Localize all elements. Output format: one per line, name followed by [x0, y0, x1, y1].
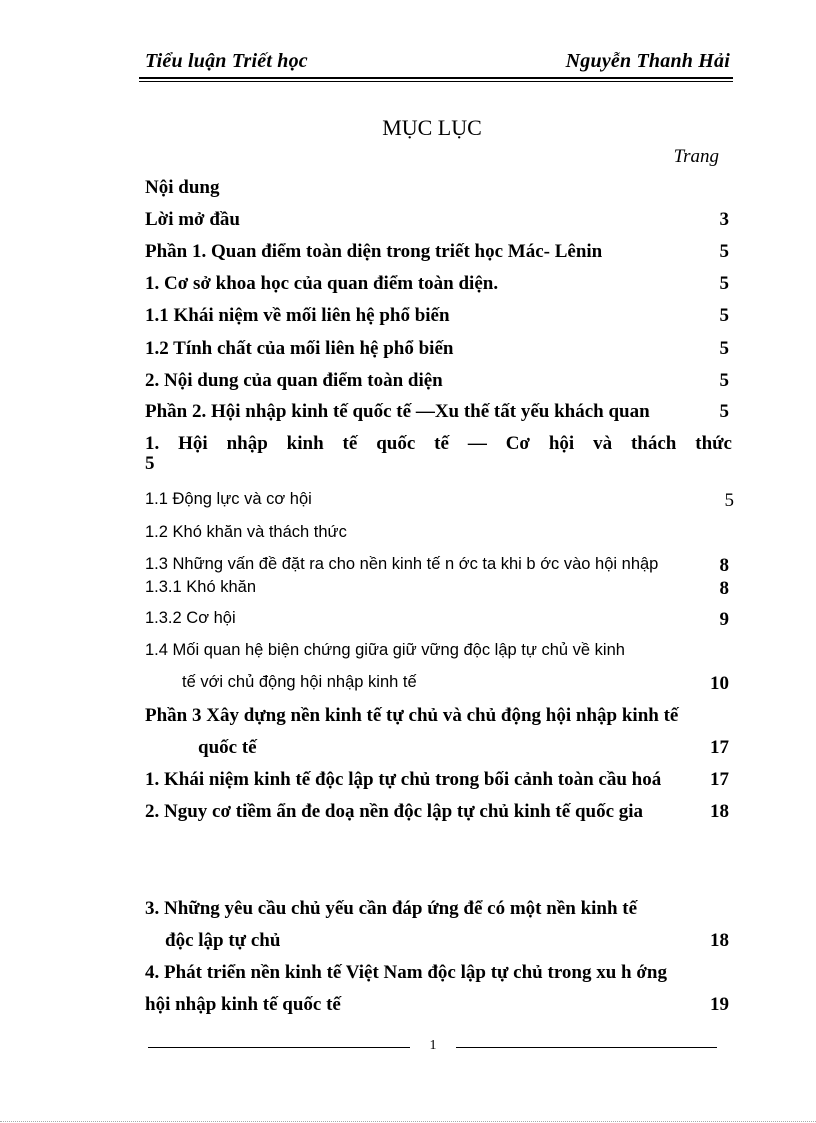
toc-row — [145, 177, 729, 199]
toc-entry-text: tế với chủ động hội nhập kinh tế — [182, 673, 417, 691]
toc-row — [145, 769, 729, 791]
header-rule — [139, 77, 733, 79]
toc-row — [165, 930, 729, 952]
toc-entry-page: 17 — [710, 769, 729, 790]
header-rule-thin — [139, 81, 733, 82]
toc-entry-page: 17 — [710, 737, 729, 758]
toc-row — [145, 490, 734, 509]
toc-entry-text: 1.3.1 Khó khăn — [145, 578, 257, 596]
toc-entry-text: độc lập tự chủ — [165, 930, 281, 951]
header-author: Nguyễn Thanh Hải — [565, 50, 730, 72]
toc-entry-text: hội nhập kinh tế quốc tế — [145, 994, 341, 1015]
footer-rule-left — [148, 1047, 410, 1048]
footer-page-number: 1 — [429, 1038, 437, 1053]
toc-entry-text: 1.4 Mối quan hệ biện chứng giữa giữ vững độc lập tự chủ về kinh — [145, 641, 625, 659]
toc-entry-page: 5 — [719, 273, 729, 294]
toc-entry-text: 3. Những yêu cầu chủ yếu cần đáp ứng để có một nền kinh tế — [145, 898, 638, 919]
toc-entry-text: 1.1 Động lực và cơ hội — [145, 490, 312, 508]
toc-entry-text: 2. Nội dung của quan điểm toàn diện — [145, 370, 443, 391]
toc-entry-page: 19 — [710, 994, 729, 1015]
toc-entry-text: 1. Khái niệm kinh tế độc lập tự chủ trong bối cảnh toàn cầu hoá — [145, 769, 662, 790]
toc-row — [145, 209, 729, 231]
toc-entry-page: 10 — [710, 673, 729, 694]
toc-row — [145, 962, 729, 984]
toc-row — [145, 433, 732, 475]
page-title: MỤC LỤC — [382, 115, 482, 140]
toc-row — [182, 673, 729, 692]
toc-entry-text: 1.2 Tính chất của mối liên hệ phổ biến — [145, 338, 454, 359]
toc-entry-text: Phần 1. Quan điểm toàn diện trong triết học Mác- Lênin — [145, 241, 603, 262]
page-column-label: Trang — [673, 146, 719, 167]
toc-row — [145, 994, 729, 1016]
toc-entry-text: 1. Cơ sở khoa học của quan điểm toàn diện. — [145, 273, 499, 294]
toc-row — [145, 801, 729, 823]
toc-entry-page: 5 — [719, 305, 729, 326]
toc-row — [145, 641, 729, 660]
toc-row — [145, 305, 729, 327]
toc-row — [145, 555, 729, 574]
toc-entry-text: quốc tế — [198, 737, 257, 758]
toc-row — [145, 401, 729, 423]
toc-row — [145, 370, 729, 392]
toc-row — [145, 578, 729, 597]
header-left-title: Tiểu luận Triết học — [145, 50, 308, 72]
footer-rule-right — [456, 1047, 717, 1048]
toc-entry-text: 1. Hội nhập kinh tế quốc tế — Cơ hội và thách thức — [145, 433, 732, 454]
toc-entry-page: 3 — [719, 209, 729, 230]
toc-entry-text: 4. Phát triển nền kinh tế Việt Nam độc lập tự chủ trong xu h ớng — [145, 962, 667, 983]
toc-entry-text: Nội dung — [145, 177, 220, 198]
toc-row — [145, 338, 729, 360]
toc-entry-page: 5 — [719, 241, 729, 262]
toc-row — [145, 609, 729, 628]
toc-entry-text: Phần 2. Hội nhập kinh tế quốc tế —Xu thế tất yếu khách quan — [145, 401, 650, 422]
toc-row — [198, 737, 729, 759]
toc-entry-text: 1.3.2 Cơ hội — [145, 609, 236, 627]
toc-entry-page: 8 — [719, 578, 729, 599]
toc-entry-text: 1.1 Khái niệm về mối liên hệ phổ biến — [145, 305, 450, 326]
toc-entry-text: 2. Nguy cơ tiềm ẩn đe doạ nền độc lập tự chủ kinh tế quốc gia — [145, 801, 644, 822]
toc-row — [145, 241, 729, 263]
toc-entry-page: 5 — [719, 401, 729, 422]
toc-row — [145, 705, 729, 727]
toc-entry-page: 5 — [724, 490, 734, 511]
toc-row — [145, 523, 729, 542]
toc-entry-text: Phần 3 Xây dựng nền kinh tế tự chủ và chủ động hội nhập kinh tế — [145, 705, 679, 726]
toc-entry-page: 5 — [719, 338, 729, 359]
toc-entry-page: 5 — [719, 370, 729, 391]
toc-entry-page: 18 — [710, 801, 729, 822]
page-edge-divider — [0, 1121, 816, 1122]
toc-row — [145, 273, 729, 295]
toc-entry-page: 9 — [719, 609, 729, 630]
toc-entry-text: 1.3 Những vấn đề đặt ra cho nền kinh tế n ớc ta khi b ớc vào hội nhập — [145, 555, 659, 573]
toc-entry-text: Lời mở đầu — [145, 209, 240, 230]
toc-entry-page: 5 — [145, 453, 155, 474]
toc-entry-page: 8 — [719, 555, 729, 576]
toc-entry-text: 1.2 Khó khăn và thách thức — [145, 523, 347, 541]
toc-row — [145, 898, 729, 920]
toc-entry-page: 18 — [710, 930, 729, 951]
